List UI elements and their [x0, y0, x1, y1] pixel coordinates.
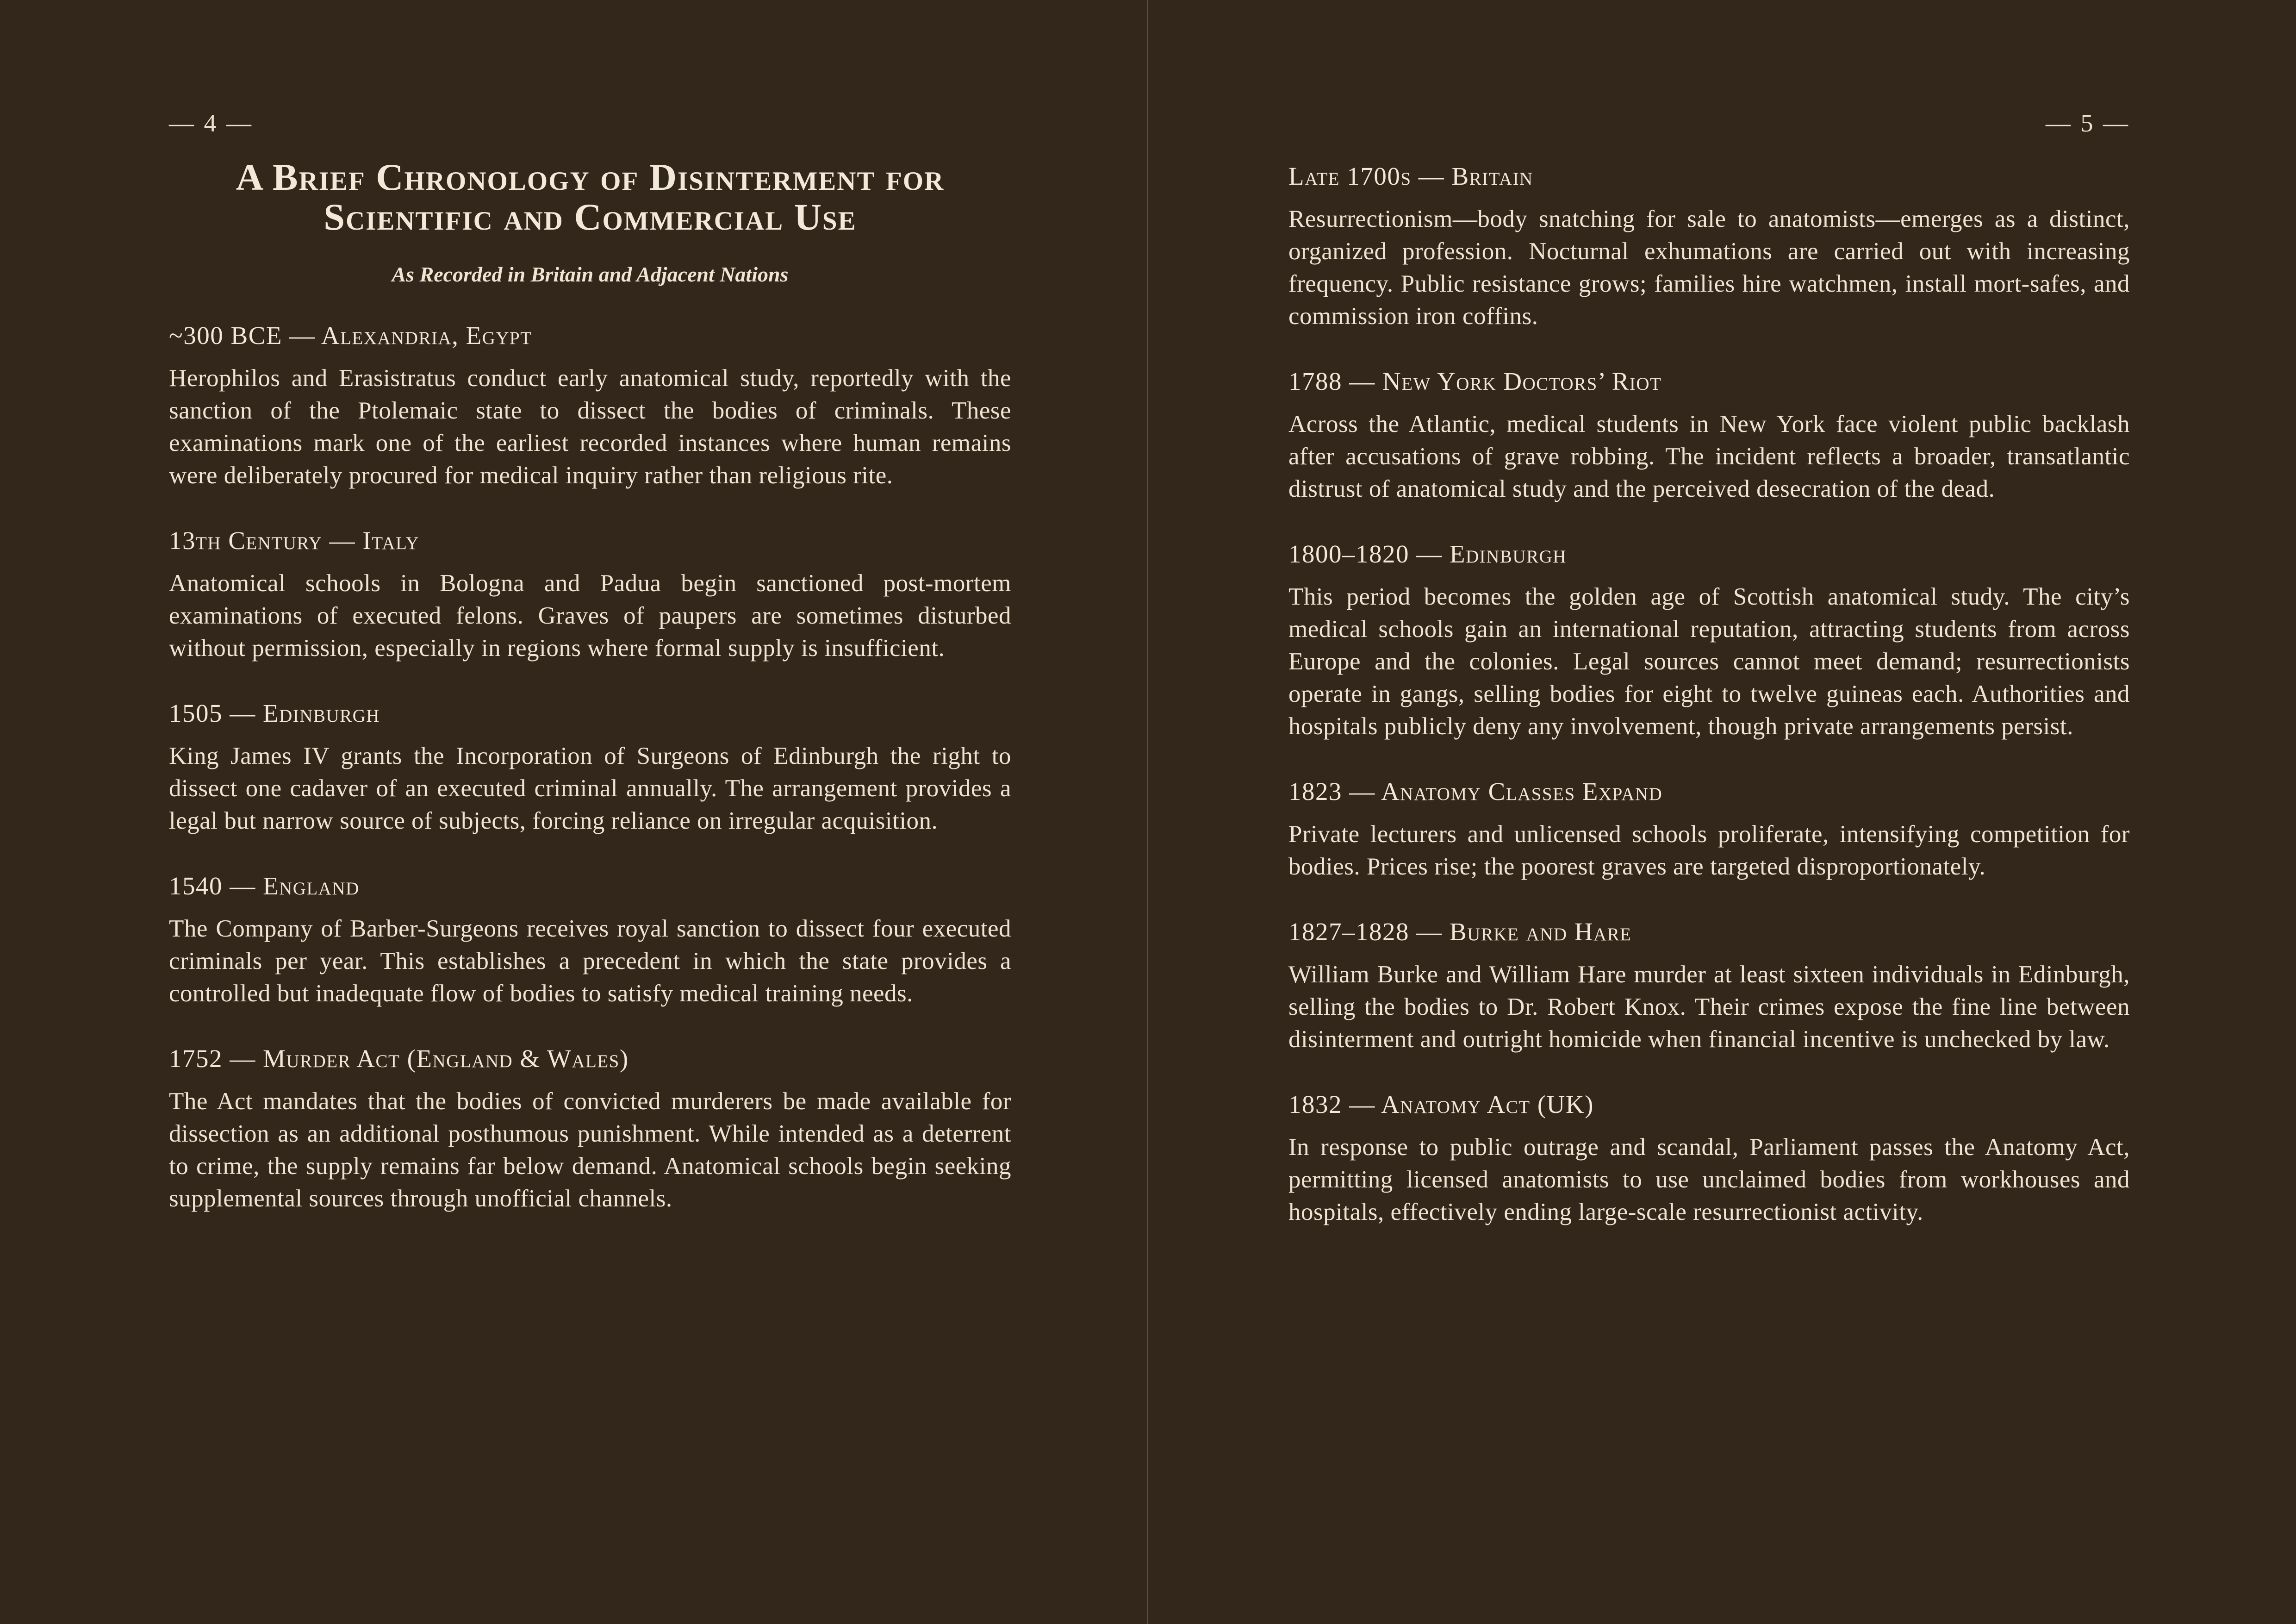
entry-heading: 1800–1820 — Edinburgh	[1288, 540, 1567, 568]
entry-heading: 1540 — England	[169, 871, 360, 900]
chapter-title-line-2: Scientific and Commercial Use	[324, 196, 857, 238]
entry-heading: 1788 — New York Doctors’ Riot	[1288, 367, 1662, 395]
timeline-entry-late-1700s	[1288, 162, 2130, 332]
chapter-subtitle: As Recorded in Britain and Adjacent Nations	[392, 262, 789, 286]
entry-body: Private lecturers and unlicensed schools proliferate, intensifying competition for bodies. Prices rise; the poorest graves are targeted disproportionately.	[1288, 821, 2130, 880]
entry-body: Resurrectionism—body snatching for sale to anatomists—emerges as a distinct, organized profession. Nocturnal exhumations are carried out with increasing frequency. Public resistance grows; families hire watchmen, install mort-safes, and commission iron coffins.	[1288, 206, 2130, 330]
entry-body: Herophilos and Erasistratus conduct early anatomical study, reportedly with the sanction of the Ptolemaic state to dissect the bodies of criminals. These examinations mark one of the earliest recorded instances where human remains were deliberately procured for medical inquiry rather than religious rite.	[169, 364, 1011, 489]
timeline-entry-doctors-riot	[1288, 367, 2130, 505]
entry-body: King James IV grants the Incorporation of Surgeons of Edinburgh the right to dissect one cadaver of an executed criminal annually. The arrangement provides a legal but narrow source of subjects, forcing reliance on irregular acquisition.	[169, 742, 1011, 834]
entry-heading: ~300 BCE — Alexandria, Egypt	[169, 321, 532, 350]
entry-heading: 1505 — Edinburgh	[169, 699, 380, 727]
entry-heading: 1832 — Anatomy Act (UK)	[1288, 1090, 1594, 1118]
entry-heading: 13th Century — Italy	[169, 526, 420, 555]
entry-body: William Burke and William Hare murder at least sixteen individuals in Edinburgh, selling the bodies to Dr. Robert Knox. Their crimes expose the fine line between disinterment and outright homicide when financial incentive is unchecked by law.	[1288, 961, 2130, 1053]
entry-body: In response to public outrage and scandal, Parliament passes the Anatomy Act, permitting licensed anatomists to use unclaimed bodies from workhouses and hospitals, effectively ending large-scale resurrectionist activity.	[1288, 1134, 2130, 1225]
timeline-entry-edinburgh-1505	[169, 699, 1011, 837]
timeline-entry-england-1540	[169, 872, 1011, 1010]
entry-body: The Act mandates that the bodies of convicted murderers be made available for dissection as an additional posthumous punishment. While intended as a deterrent to crime, the supply remains far below demand. Anatomical schools begin seeking supplemental sources through unofficial channels.	[169, 1087, 1011, 1212]
left-page	[169, 0, 1011, 1215]
timeline-entry-anatomy-classes	[1288, 777, 2130, 883]
entry-body: Across the Atlantic, medical students in New York face violent public backlash after accusations of grave robbing. The incident reflects a broader, transatlantic distrust of anatomical study and the perceived desecration of the dead.	[1288, 411, 2130, 502]
entry-body: This period becomes the golden age of Scottish anatomical study. The city’s medical schools gain an international reputation, attracting students from across Europe and the colonies. Legal sources cannot meet demand; resurrectionists operate in gangs, selling bodies for eight to twelve guineas each. Authorities and hospitals publicly deny any involvement, though private arrangements persist.	[1288, 583, 2130, 740]
entry-heading: 1752 — Murder Act (England & Wales)	[169, 1044, 629, 1073]
timeline-entry-italy	[169, 526, 1011, 664]
timeline-entry-murder-act	[169, 1044, 1011, 1215]
entry-body: The Company of Barber-Surgeons receives royal sanction to dissect four executed criminals per year. This establishes a precedent in which the state provides a controlled but inadequate flow of bodies to satisfy medical training needs.	[169, 915, 1011, 1007]
page-number-right: — 5 —	[2046, 109, 2130, 137]
timeline-entry-anatomy-act	[1288, 1090, 2130, 1228]
page-gutter-divider	[1147, 0, 1148, 1624]
entry-heading: 1827–1828 — Burke and Hare	[1288, 918, 1632, 946]
entry-heading: 1823 — Anatomy Classes Expand	[1288, 777, 1663, 806]
timeline-entry-alexandria	[169, 321, 1011, 492]
right-page	[1288, 0, 2130, 1228]
chapter-title-line-1: A Brief Chronology of Disinterment for	[236, 156, 945, 198]
page-number-left: — 4 —	[169, 109, 253, 137]
entry-heading: Late 1700s — Britain	[1288, 162, 1533, 190]
chapter-title	[169, 157, 1011, 237]
timeline-entry-edinburgh-1800s	[1288, 540, 2130, 743]
entry-body: Anatomical schools in Bologna and Padua begin sanctioned post-mortem examinations of executed felons. Graves of paupers are sometimes disturbed without permission, especially in regions where formal supply is insufficient.	[169, 569, 1011, 662]
timeline-entry-burke-and-hare	[1288, 918, 2130, 1056]
